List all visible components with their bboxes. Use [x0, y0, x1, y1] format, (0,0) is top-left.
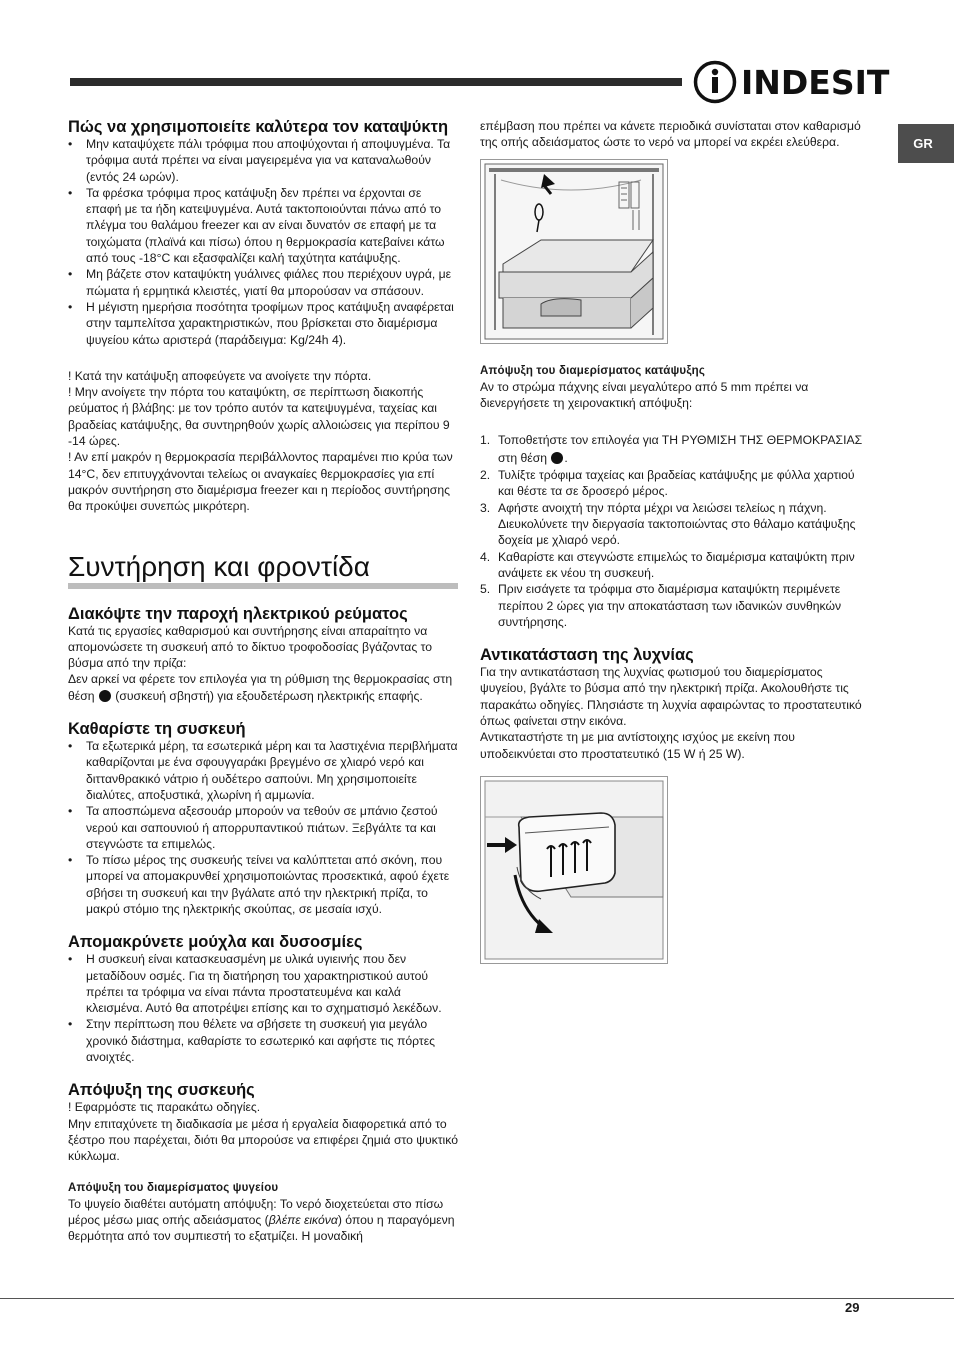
list-item: • Η συσκευή είναι κατασκευασμένη με υλικά υγιεινής που δεν μεταδίδουν οσμές. Για τη διατήρηση του χαρακτηριστικού αυτού πρέπει τα τρόφιμα να είναι πάντα προστατευμένα και καλά κλεισμένα. Αυτό θα αποτρέψει επίσης και το σχηματισμό λεκέδων. [68, 951, 458, 1016]
list-item: 2. Τυλίξτε τρόφιμα ταχείας και βραδείας κατάψυξης με φύλλα χαρτιού και θέστε τα σε δροσερό μέρος. [480, 468, 855, 499]
off-position-icon [99, 690, 111, 702]
paragraph: Κατά τις εργασίες καθαρισμού και συντήρησης είναι απαραίτητο να απομονώσετε τη συσκευή από το δίκτυο τροφοδοσίας βγάζοντας το βύσμα από την πρίζα: [68, 623, 433, 671]
list-item: • Τα εξωτερικά μέρη, τα εσωτερικά μέρη και τα λαστιχένια περιβλήματα καθαρίζονται με ένα σφουγγαράκι βρεγμένο σε χλιαρό νερό και διττανθρακικό νάτριο ή ουδέτερο σαπούνι. Μη χρησιμοποιείτε διαλύτες, αποξυστικά, χλωρίνη ή αμμωνία. [68, 738, 458, 803]
note: ! Αν επί μακρόν η θερμοκρασία περιβάλλοντος παραμένει πιο κρύα των 14°C, δεν επιτυγχάνονται τελείως οι αναγκαίες θερμοκρασίες για επί μακρόν συντήρηση στο διαμέρισμα freezer και η περίοδος συντήρησης θα προκύψει συνεπώς μικρότερη. [68, 450, 453, 514]
page-number: 29 [845, 1300, 860, 1315]
section-title-freezer-use: Πώς να χρησιμοποιείτε καλύτερα τον καταψύκτη [68, 118, 449, 136]
page-title: Συντήρηση και φροντίδα [68, 550, 370, 582]
section-title-mould: Απομακρύνετε μούχλα και δυσοσμίες [68, 933, 363, 952]
language-tab: GR [898, 124, 954, 163]
list-item: 1. Τοποθετήστε τον επιλογέα για ΤΗ ΡΥΘΜΙΣΗ ΤΗΣ ΘΕΡΜΟΚΡΑΣΙΑΣ στη θέση . [480, 433, 863, 466]
mould-list [68, 951, 458, 1065]
list-item: • Μη βάζετε στον καταψύκτη γυάλινες φιάλες που περιέχουν υγρά, με πώματα ή ερμητικά κλειστές, γιατί θα μπορούσαν να σπάσουν. [68, 266, 458, 299]
subsection-title-fridge-defrost: Απόψυξη του διαμερίσματος ψυγείου [68, 1181, 279, 1194]
paragraph: Το ψυγείο διαθέτει αυτόματη απόψυξη: Το νερό διοχετεύεται στο πίσω μέρος μέσω μιας οπής αδειάσματος (βλέπε εικόνα) όπου η παραγόμενη θερμότητα από τον συμπιεστή το εξατμίζει. Η μοναδική [68, 1196, 455, 1244]
subsection-title-freezer-defrost: Απόψυξη του διαμερίσματος κατάψυξης [480, 364, 706, 377]
list-item: 4. Καθαρίστε και στεγνώστε επιμελώς το διαμέρισμα καταψύκτη πριν ανάψετε εκ νέου τη συσκευή. [480, 549, 855, 580]
list-item: • Μην καταψύχετε πάλι τρόφιμα που αποψύχονται ή αποψυγμένα. Τα τρόφιμα αυτά πρέπει να είναι μαγειρεμένα για να καταναλωθούν (εντός 24 ωρών). [68, 136, 458, 185]
indesit-i-icon [693, 60, 737, 104]
list-item: 3. Αφήστε ανοιχτή την πόρτα μέχρι να λειώσει τελείως η πάχνη. Διευκολύνετε την διεργασία τακτοποιώντας στο θάλαμο κατάψυξης δοχεία με χλιαρό νερό. [480, 500, 856, 548]
section-title-defrost: Απόψυξη της συσκευής [68, 1081, 255, 1100]
paragraph: Αντικαταστήστε τη με μια αντίστοιχης ισχύος με εκείνη που υποδεικνύεται στο προστατευτικό (15 W ή 25 W). [480, 730, 795, 761]
right-column [480, 118, 867, 964]
paragraph: Για την αντικατάσταση της λυχνίας φωτισμού του διαμερίσματος ψυγείου, βγάλτε το βύσμα από την ηλεκτρική πρίζα. Ακολουθήστε τις παρακάτω οδηγίες. Πλησιάστε τη λυχνία αφαιρώντας το προστατευτικό όπως φαίνεται στην εικόνα. [480, 665, 862, 729]
paragraph: ! Εφαρμόστε τις παρακάτω οδηγίες. [68, 1100, 261, 1115]
freezer-use-list [68, 136, 458, 348]
list-item: • Στην περίπτωση που θέλετε να σβήσετε τη συσκευή για μεγάλο χρονικό διάστημα, καθαρίστε το εσωτερικό και αφήστε τις πόρτες ανοιχτές. [68, 1016, 458, 1065]
cleaning-list [68, 738, 458, 917]
brand-logo [693, 60, 889, 104]
header-rule [70, 78, 682, 86]
list-item: 5. Πριν εισάγετε τα τρόφιμα στο διαμέρισμα καταψύκτη περιμένετε περίπου 2 ώρες για την αποκατάσταση των ιδανικών συνθηκών συντήρησης. [480, 582, 842, 629]
left-column [68, 118, 458, 1244]
list-item: • Το πίσω μέρος της συσκευής τείνει να καλύπτεται από σκόνη, που μπορεί να απομακρυνθεί χρησιμοποιώντας προσεκτικά, αφού έχετε σβήσει τη συσκευή και την βγάλατε από την ηλεκτρική πρίζα, το μακρύ στόμιο της ηλεκτρικής σκούπας, σε μεσαία ισχύ. [68, 852, 458, 917]
off-position-icon [551, 452, 563, 464]
list-item: • Τα αποσπώμενα αξεσουάρ μπορούν να τεθούν σε μπάνιο ζεστού νερού και σαπουνιού ή απορρυπαντικού πιάτων. Ξεβγάλτε τα και στεγνώστε τα επιμελώς. [68, 803, 458, 852]
note: ! Κατά την κατάψυξη αποφεύγετε να ανοίγετε την πόρτα. [68, 368, 372, 383]
section-title-cleaning: Καθαρίστε τη συσκευή [68, 720, 246, 739]
paragraph: Αν το στρώμα πάχνης είναι μεγαλύτερο από 5 mm πρέπει να διενεργήσετε τη χειρονακτική απόψυξη: [480, 379, 809, 410]
paragraph: Μην επιταχύνετε τη διαδικασία με μέσα ή εργαλεία διαφορετικά από το ξέστρο που παρέχεται, διότι θα μπορούσε να επιφέρει ζημιά στο ψυκτικό κύκλωμα. [68, 1116, 458, 1164]
section-title-power: Διακόψτε την παροχή ηλεκτρικού ρεύματος [68, 604, 408, 623]
lamp-cover-drawing [481, 777, 667, 963]
paragraph: επέμβαση που πρέπει να κάνετε περιοδικά συνίσταται στον καθαρισμό της οπής αδειάσματος ώστε το νερό να μπορεί να εκρέει ελεύθερα. [480, 119, 861, 150]
freezer-drain-illustration [480, 159, 668, 344]
brand-name: INDESIT [741, 62, 890, 102]
lamp-cover-illustration [480, 776, 668, 964]
list-item: • Τα φρέσκα τρόφιμα προς κατάψυξη δεν πρέπει να έρχονται σε επαφή με τα ήδη κατεψυγμένα. Αυτά τακτοποιούνται πάνω από το πλέγμα του θαλάμου freezer και αν είναι δυνατόν σε επαφή με τα τοιχώματα (πλαϊνά και πίσω) όπου η θερμοκρασία κατεβαίνει κάτω από τους -18°C και εξασφαλίζει καλή ταχύτητα κατάψυξης. [68, 185, 458, 266]
defrost-steps [480, 431, 867, 630]
section-title-lamp: Αντικατάσταση της λυχνίας [480, 646, 694, 665]
list-item: • Η μέγιστη ημερήσια ποσότητα τροφίμων προς κατάψυξη αναφέρεται στην ταμπελίτσα χαρακτηριστικών, που βρίσκεται στο διαμέρισμα ψυγείου κάτω αριστερά (παράδειγμα: Kg/24h 4). [68, 299, 458, 348]
footer-rule [0, 1298, 954, 1299]
paragraph: Δεν αρκεί να φέρετε τον επιλογέα για τη ρύθμιση της θερμοκρασίας στη θέση (συσκευή σβηστή) για εξουδετέρωση ηλεκτρικής επαφής. [68, 672, 453, 703]
note: ! Μην ανοίγετε την πόρτα του καταψύκτη, σε περίπτωση διακοπής ρεύματος ή βλάβης: με τον τρόπο αυτόν τα κατεψυγμένα, ταχείας και βραδείας κατάψυξης, θα συντηρηθούν χωρίς αλλοιώσεις για περίπου 9 -14 ώρες. [68, 385, 450, 449]
fridge-interior-illustration [481, 160, 667, 343]
